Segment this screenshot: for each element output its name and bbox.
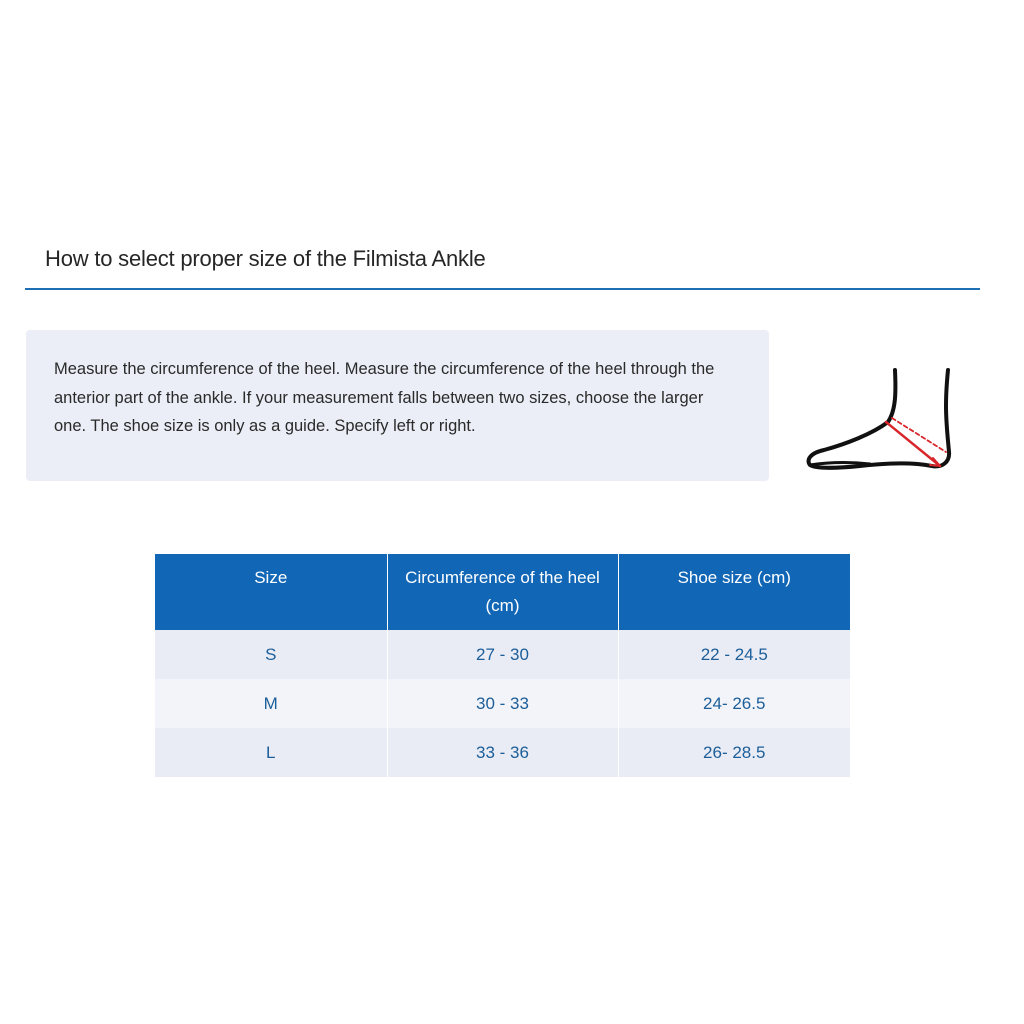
shoe-size-cell: 24- 26.5 [703,693,766,713]
measure-line [886,422,940,466]
instructions-line-2: anterior part of the ankle. If your measurement falls between two sizes, choose the larger [54,388,704,407]
header-size: Size [155,554,387,630]
table-header-row [155,554,850,630]
shoe-size-cell: 22 - 24.5 [700,644,768,664]
heel-circumference-cell: 33 - 36 [387,728,618,777]
foot-toe-line [810,463,870,465]
header-heel-circumference: Circumference of the heel (cm) [387,554,618,630]
header-shoe-size: Shoe size (cm) [618,554,850,630]
instructions-text [54,355,739,441]
foot-measurement-icon [800,362,960,480]
page-title: How to select proper size of the Filmista Ankle [45,246,486,271]
instructions-line-3: one. The shoe size is only as a guide. Specify left or right. [54,417,476,435]
title-divider [25,288,980,290]
heel-circumference-cell: 27 - 30 [387,630,618,679]
size-cell: S [155,630,387,679]
shoe-size-cell: 26- 28.5 [703,742,766,762]
instructions-line-1: Measure the circumference of the heel. Measure the circumference of the heel through the [54,360,715,378]
heel-circumference-cell: 30 - 33 [387,679,618,728]
foot-outline-front [809,370,950,468]
instructions-box [26,330,769,481]
size-chart-table [155,554,850,777]
size-cell: L [155,728,387,777]
table-row [155,630,850,679]
table-row [155,679,850,728]
size-cell: M [155,679,387,728]
table-row [155,728,850,777]
